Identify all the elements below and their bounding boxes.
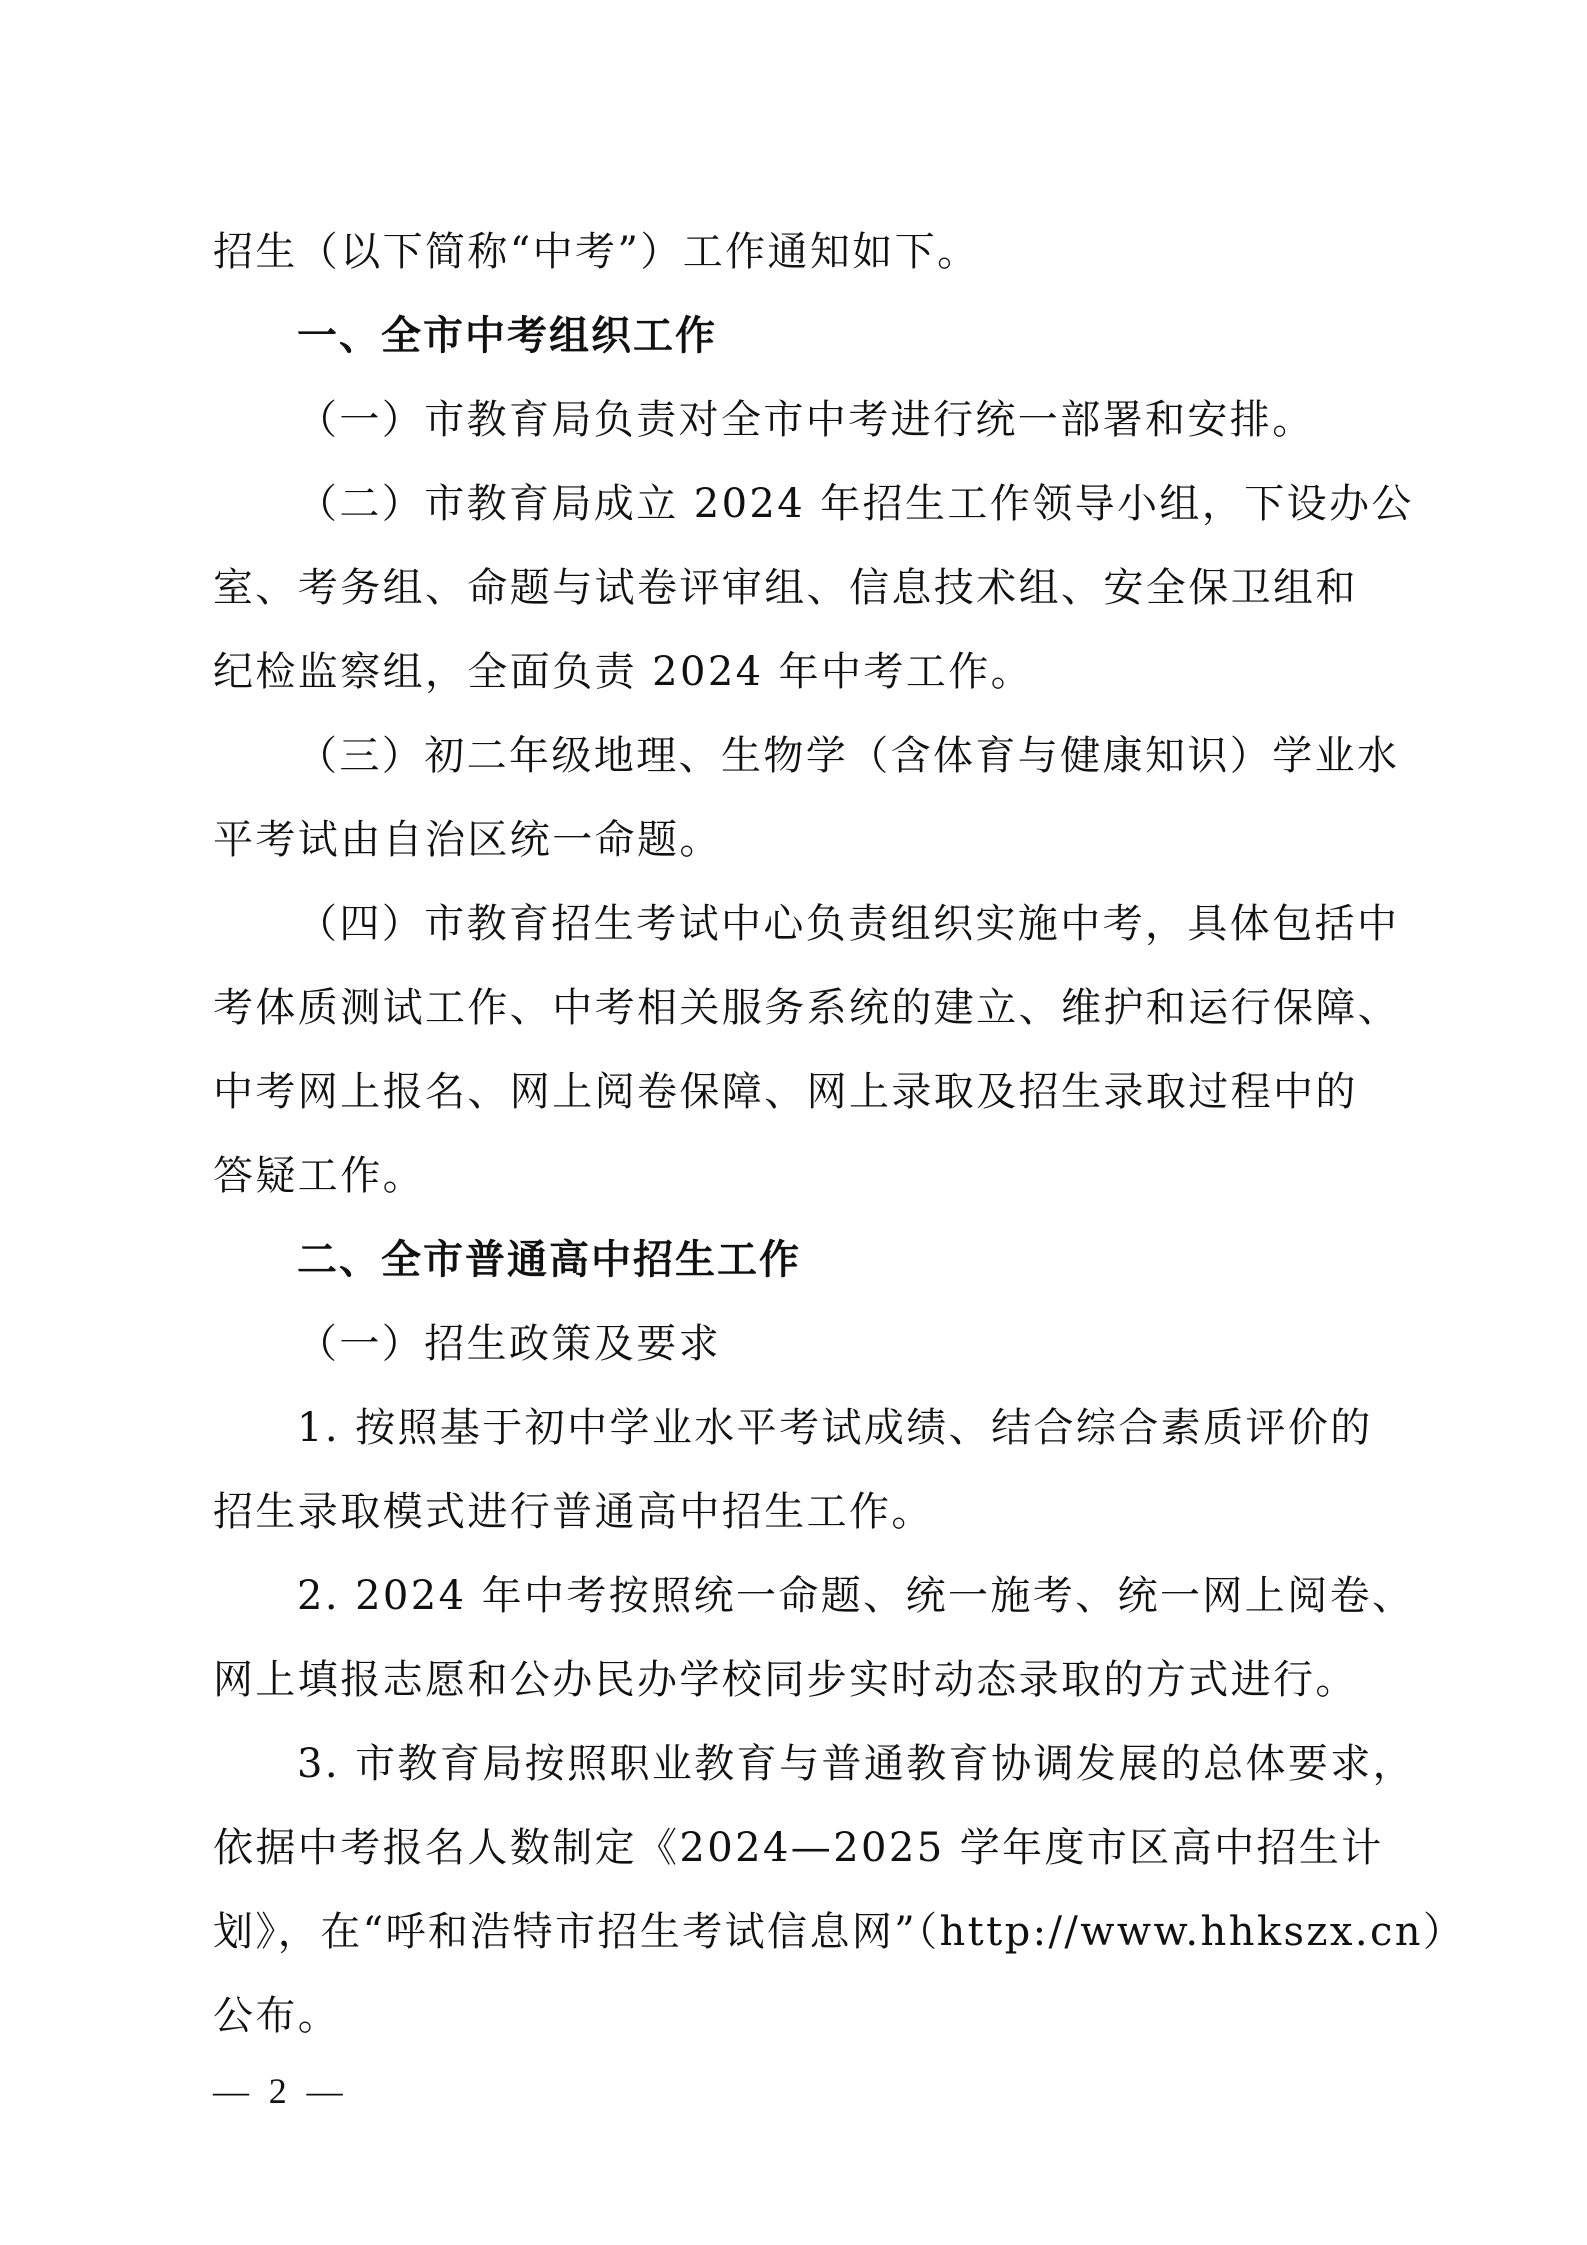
paragraph-line: 网上填报志愿和公办民办学校同步实时动态录取的方式进行。 <box>213 1657 1358 1703</box>
paragraph-line: （一）市教育局负责对全市中考进行统一部署和安排。 <box>297 397 1315 443</box>
paragraph-line: 2. 2024 年中考按照统一命题、统一施考、统一网上阅卷、 <box>297 1573 1415 1619</box>
page-number: — 2 — <box>213 2071 348 2111</box>
document-body <box>213 210 1466 2058</box>
paragraph-line: 中考网上报名、网上阅卷保障、网上录取及招生录取过程中的 <box>213 1069 1358 1115</box>
paragraph-line: 3. 市教育局按照职业教育与普通教育协调发展的总体要求， <box>297 1741 1416 1787</box>
paragraph-line: （二）市教育局成立 2024 年招生工作领导小组，下设办公 <box>297 481 1414 527</box>
paragraph-line: 公布。 <box>213 1993 341 2039</box>
paragraph-line: 1. 按照基于初中学业水平考试成绩、结合综合素质评价的 <box>297 1405 1373 1451</box>
paragraph-line: 纪检监察组，全面负责 2024 年中考工作。 <box>213 649 1034 695</box>
subheading-line: （一）招生政策及要求 <box>297 1321 721 1367</box>
paragraph-line: 考体质测试工作、中考相关服务系统的建立、维护和运行保障、 <box>213 985 1401 1031</box>
paragraph-line: 室、考务组、命题与试卷评审组、信息技术组、安全保卫组和 <box>213 565 1358 611</box>
paragraph-line: 依据中考报名人数制定《2024—2025 学年度市区高中招生计 <box>213 1825 1384 1871</box>
paragraph-line: 平考试由自治区统一命题。 <box>213 817 722 863</box>
paragraph-line: 招生（以下简称“中考”）工作通知如下。 <box>213 229 980 275</box>
section-heading-1: 一、全市中考组织工作 <box>297 313 717 359</box>
paragraph-line: 划》，在“呼和浩特市招生考试信息网”（http://www.hhkszx.cn） <box>213 1909 1466 1955</box>
paragraph-line: 答疑工作。 <box>213 1153 425 1199</box>
paragraph-line: （四）市教育招生考试中心负责组织实施中考，具体包括中 <box>297 901 1400 947</box>
paragraph-line: 招生录取模式进行普通高中招生工作。 <box>213 1489 934 1535</box>
paragraph-line: （三）初二年级地理、生物学（含体育与健康知识）学业水 <box>297 733 1400 779</box>
section-heading-2: 二、全市普通高中招生工作 <box>297 1237 801 1283</box>
